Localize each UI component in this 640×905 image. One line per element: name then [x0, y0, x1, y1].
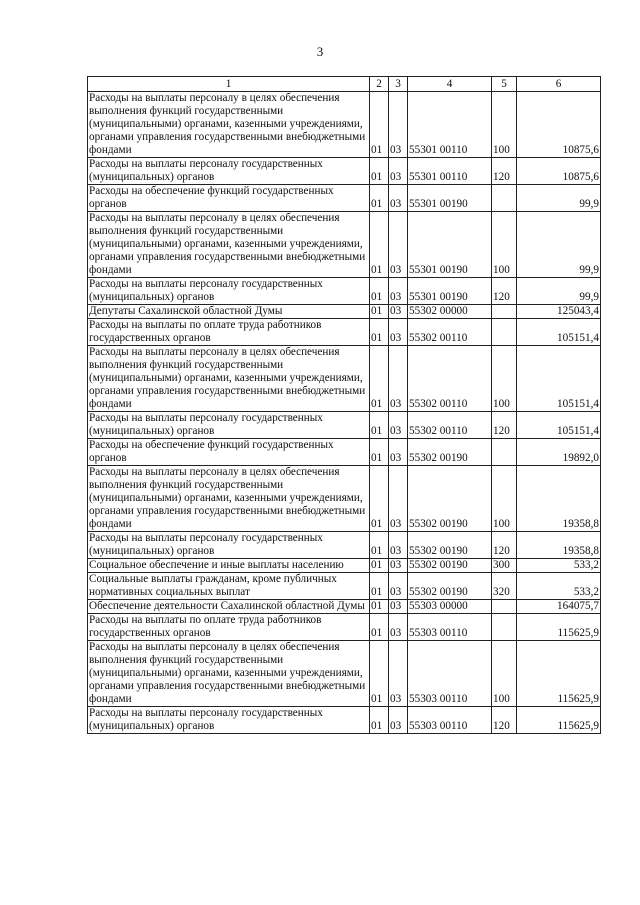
subsection-code-cell: 03 [389, 600, 408, 614]
subsection-code-cell: 03 [389, 305, 408, 319]
target-article-cell: 55302 00110 [408, 319, 492, 346]
table-row [88, 559, 601, 573]
target-article-cell: 55301 00190 [408, 278, 492, 305]
target-article-cell: 55303 00110 [408, 614, 492, 641]
column-header: 2 [370, 77, 389, 92]
section-code-cell: 01 [370, 707, 389, 734]
subsection-code-cell: 03 [389, 278, 408, 305]
expense-type-cell: 100 [492, 346, 517, 412]
amount-cell: 10875,6 [517, 158, 601, 185]
amount-cell: 105151,4 [517, 319, 601, 346]
expense-type-cell: 320 [492, 573, 517, 600]
table-row [88, 278, 601, 305]
expense-type-cell: 120 [492, 412, 517, 439]
expense-type-cell [492, 600, 517, 614]
amount-cell: 19892,0 [517, 439, 601, 466]
amount-cell: 125043,4 [517, 305, 601, 319]
expense-type-cell [492, 614, 517, 641]
table-row [88, 466, 601, 532]
target-article-cell: 55302 00190 [408, 532, 492, 559]
expense-name-cell: Расходы на выплаты персоналу государственных (муниципальных) органов [88, 412, 370, 439]
section-code-cell: 01 [370, 573, 389, 600]
expense-name-cell: Расходы на выплаты персоналу в целях обеспечения выполнения функций государственными (муниципальными) органами, казенными учреждениями, органами управления государственными внебюджетными фондами [88, 466, 370, 532]
expense-name-cell: Социальное обеспечение и иные выплаты населению [88, 559, 370, 573]
column-header: 1 [88, 77, 370, 92]
subsection-code-cell: 03 [389, 573, 408, 600]
amount-cell: 99,9 [517, 185, 601, 212]
subsection-code-cell: 03 [389, 412, 408, 439]
target-article-cell: 55301 00190 [408, 212, 492, 278]
target-article-cell: 55302 00110 [408, 346, 492, 412]
subsection-code-cell: 03 [389, 532, 408, 559]
expense-name-cell: Расходы на обеспечение функций государственных органов [88, 439, 370, 466]
table-row [88, 158, 601, 185]
amount-cell: 99,9 [517, 278, 601, 305]
table-row [88, 92, 601, 158]
section-code-cell: 01 [370, 158, 389, 185]
subsection-code-cell: 03 [389, 319, 408, 346]
expense-name-cell: Расходы на выплаты персоналу государственных (муниципальных) органов [88, 278, 370, 305]
subsection-code-cell: 03 [389, 92, 408, 158]
table-row [88, 573, 601, 600]
amount-cell: 164075,7 [517, 600, 601, 614]
column-number-row [88, 77, 601, 92]
target-article-cell: 55302 00190 [408, 559, 492, 573]
expense-type-cell: 100 [492, 466, 517, 532]
expense-name-cell: Расходы на обеспечение функций государственных органов [88, 185, 370, 212]
column-header: 6 [517, 77, 601, 92]
section-code-cell: 01 [370, 614, 389, 641]
budget-table [87, 76, 601, 734]
amount-cell: 533,2 [517, 573, 601, 600]
target-article-cell: 55302 00110 [408, 412, 492, 439]
section-code-cell: 01 [370, 600, 389, 614]
expense-name-cell: Расходы на выплаты персоналу государственных (муниципальных) органов [88, 158, 370, 185]
expense-name-cell: Расходы на выплаты по оплате труда работников государственных органов [88, 614, 370, 641]
expense-type-cell [492, 305, 517, 319]
amount-cell: 19358,8 [517, 466, 601, 532]
table-body [88, 92, 601, 734]
section-code-cell: 01 [370, 319, 389, 346]
target-article-cell: 55301 00110 [408, 158, 492, 185]
target-article-cell: 55302 00000 [408, 305, 492, 319]
table-row [88, 305, 601, 319]
expense-type-cell [492, 185, 517, 212]
amount-cell: 105151,4 [517, 412, 601, 439]
expense-name-cell: Расходы на выплаты персоналу в целях обеспечения выполнения функций государственными (муниципальными) органами, казенными учреждениями, органами управления государственными внебюджетными фондами [88, 641, 370, 707]
section-code-cell: 01 [370, 305, 389, 319]
table-row [88, 212, 601, 278]
section-code-cell: 01 [370, 466, 389, 532]
amount-cell: 115625,9 [517, 707, 601, 734]
subsection-code-cell: 03 [389, 158, 408, 185]
table-row [88, 707, 601, 734]
amount-cell: 533,2 [517, 559, 601, 573]
amount-cell: 10875,6 [517, 92, 601, 158]
subsection-code-cell: 03 [389, 346, 408, 412]
amount-cell: 99,9 [517, 212, 601, 278]
subsection-code-cell: 03 [389, 439, 408, 466]
table-row [88, 641, 601, 707]
expense-name-cell: Расходы на выплаты персоналу в целях обеспечения выполнения функций государственными (муниципальными) органами, казенными учреждениями, органами управления государственными внебюджетными фондами [88, 346, 370, 412]
target-article-cell: 55301 00110 [408, 92, 492, 158]
expense-name-cell: Обеспечение деятельности Сахалинской областной Думы [88, 600, 370, 614]
table-row [88, 600, 601, 614]
expense-type-cell: 120 [492, 278, 517, 305]
expense-name-cell: Расходы на выплаты по оплате труда работников государственных органов [88, 319, 370, 346]
section-code-cell: 01 [370, 278, 389, 305]
column-header: 5 [492, 77, 517, 92]
subsection-code-cell: 03 [389, 559, 408, 573]
expense-type-cell [492, 439, 517, 466]
subsection-code-cell: 03 [389, 641, 408, 707]
section-code-cell: 01 [370, 532, 389, 559]
section-code-cell: 01 [370, 439, 389, 466]
expense-name-cell: Расходы на выплаты персоналу в целях обеспечения выполнения функций государственными (муниципальными) органами, казенными учреждениями, органами управления государственными внебюджетными фондами [88, 212, 370, 278]
table-row [88, 439, 601, 466]
target-article-cell: 55303 00110 [408, 707, 492, 734]
expense-type-cell: 120 [492, 532, 517, 559]
section-code-cell: 01 [370, 212, 389, 278]
expense-name-cell: Расходы на выплаты персоналу государственных (муниципальных) органов [88, 532, 370, 559]
expense-name-cell: Депутаты Сахалинской областной Думы [88, 305, 370, 319]
expense-type-cell: 100 [492, 641, 517, 707]
section-code-cell: 01 [370, 185, 389, 212]
subsection-code-cell: 03 [389, 466, 408, 532]
subsection-code-cell: 03 [389, 212, 408, 278]
page-number: 3 [316, 44, 324, 59]
expense-type-cell: 120 [492, 158, 517, 185]
amount-cell: 115625,9 [517, 641, 601, 707]
section-code-cell: 01 [370, 641, 389, 707]
subsection-code-cell: 03 [389, 707, 408, 734]
subsection-code-cell: 03 [389, 185, 408, 212]
subsection-code-cell: 03 [389, 614, 408, 641]
amount-cell: 19358,8 [517, 532, 601, 559]
expense-name-cell: Расходы на выплаты персоналу государственных (муниципальных) органов [88, 707, 370, 734]
expense-name-cell: Социальные выплаты гражданам, кроме публичных нормативных социальных выплат [88, 573, 370, 600]
table-row [88, 532, 601, 559]
expense-type-cell: 100 [492, 92, 517, 158]
column-header: 4 [408, 77, 492, 92]
amount-cell: 105151,4 [517, 346, 601, 412]
table-row [88, 319, 601, 346]
table-row [88, 185, 601, 212]
section-code-cell: 01 [370, 346, 389, 412]
expense-type-cell: 300 [492, 559, 517, 573]
amount-cell: 115625,9 [517, 614, 601, 641]
target-article-cell: 55302 00190 [408, 439, 492, 466]
target-article-cell: 55302 00190 [408, 573, 492, 600]
table-row [88, 346, 601, 412]
section-code-cell: 01 [370, 92, 389, 158]
expense-type-cell: 100 [492, 212, 517, 278]
section-code-cell: 01 [370, 559, 389, 573]
target-article-cell: 55302 00190 [408, 466, 492, 532]
column-header: 3 [389, 77, 408, 92]
expense-type-cell: 120 [492, 707, 517, 734]
target-article-cell: 55303 00110 [408, 641, 492, 707]
table-row [88, 614, 601, 641]
expense-type-cell [492, 319, 517, 346]
target-article-cell: 55303 00000 [408, 600, 492, 614]
table-row [88, 412, 601, 439]
expense-name-cell: Расходы на выплаты персоналу в целях обеспечения выполнения функций государственными (муниципальными) органами, казенными учреждениями, органами управления государственными внебюджетными фондами [88, 92, 370, 158]
target-article-cell: 55301 00190 [408, 185, 492, 212]
section-code-cell: 01 [370, 412, 389, 439]
